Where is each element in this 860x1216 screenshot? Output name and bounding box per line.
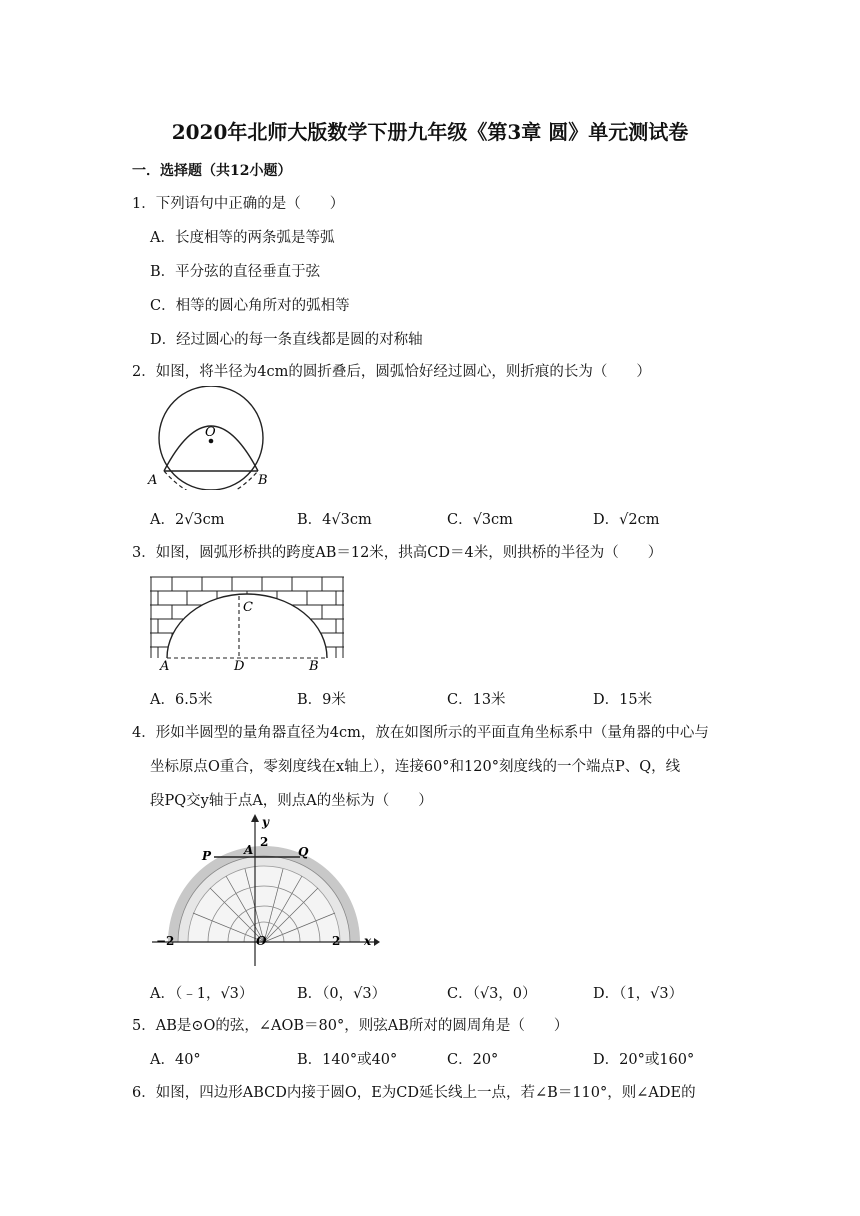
question-2-stem: 2．如图，将半径为4cm的圆折叠后，圆弧恰好经过圆心，则折痕的长为（ ）	[132, 364, 651, 380]
q2-figure-folded-circle	[146, 386, 276, 490]
q4-label-y: y	[262, 815, 269, 829]
q4-label-2x: 2	[332, 934, 341, 948]
q2-label-a: A	[148, 473, 158, 488]
q3-option-a: A．6.5米	[150, 692, 213, 708]
q2-option-d: D．√2cm	[593, 512, 660, 528]
page-title: 2020年北师大版数学下册九年级《第3章 圆》单元测试卷	[171, 120, 689, 144]
q4-option-d: D．（1，√3）	[593, 986, 684, 1002]
q1-option-c: C．相等的圆心角所对的弧相等	[150, 298, 350, 314]
q4-option-c: C．（√3，0）	[447, 986, 537, 1002]
question-4-stem-line3: 段PQ交y轴于点A，则点A的坐标为（ ）	[150, 793, 433, 809]
question-5-stem: 5．AB是⊙O的弦，∠AOB＝80°，则弦AB所对的圆周角是（ ）	[132, 1018, 569, 1034]
q2-option-a: A．2√3cm	[150, 512, 225, 528]
q4-option-b: B．（0，√3）	[297, 986, 387, 1002]
q3-option-b: B．9米	[297, 692, 346, 708]
q4-option-a: A．（﹣1，√3）	[150, 986, 254, 1002]
question-4-stem-line2: 坐标原点O重合，零刻度线在x轴上），连接60°和120°刻度线的一个端点P、Q，线	[150, 759, 681, 775]
q3-label-b: B	[309, 659, 319, 672]
q4-label-q: Q	[298, 845, 309, 859]
question-6-stem: 6．如图，四边形ABCD内接于圆O，E为CD延长线上一点，若∠B＝110°，则∠ADE的	[132, 1085, 696, 1101]
q5-option-d: D．20°或160°	[593, 1052, 695, 1068]
q3-label-d: D	[234, 659, 245, 672]
q2-option-b: B．4√3cm	[297, 512, 372, 528]
section-heading: 一．选择题（共12小题）	[132, 163, 292, 179]
q3-option-d: D．15米	[593, 692, 653, 708]
question-3-stem: 3．如图，圆弧形桥拱的跨度AB＝12米，拱高CD＝4米，则拱桥的半径为（ ）	[132, 545, 663, 561]
q2-dashed-arc	[164, 471, 258, 490]
q4-label-neg2: −2	[156, 934, 175, 948]
q2-label-o: O	[205, 425, 216, 440]
q3-label-c: C	[243, 600, 253, 615]
q5-option-b: B．140°或40°	[297, 1052, 398, 1068]
q4-label-2y: 2	[260, 835, 269, 849]
question-4-stem-line1: 4．形如半圆型的量角器直径为4cm，放在如图所示的平面直角坐标系中（量角器的中心与	[132, 725, 709, 741]
q4-label-o: O	[256, 934, 267, 948]
q3-figure-arch-bridge	[150, 574, 344, 672]
q1-option-d: D．经过圆心的每一条直线都是圆的对称轴	[150, 332, 423, 348]
q2-label-b: B	[258, 473, 268, 488]
q4-label-a: A	[244, 843, 254, 857]
q4-figure-protractor	[148, 814, 380, 970]
q5-option-c: C．20°	[447, 1052, 499, 1068]
q1-option-b: B．平分弦的直径垂直于弦	[150, 264, 321, 280]
q3-option-c: C．13米	[447, 692, 506, 708]
question-1-stem: 1．下列语句中正确的是（ ）	[132, 196, 345, 212]
q1-option-a: A．长度相等的两条弧是等弧	[150, 230, 335, 246]
q2-option-c: C．√3cm	[447, 512, 513, 528]
q4-label-p: P	[202, 849, 212, 863]
q3-label-a: A	[160, 659, 170, 672]
q4-label-x: x	[364, 934, 372, 948]
q5-option-a: A．40°	[150, 1052, 201, 1068]
